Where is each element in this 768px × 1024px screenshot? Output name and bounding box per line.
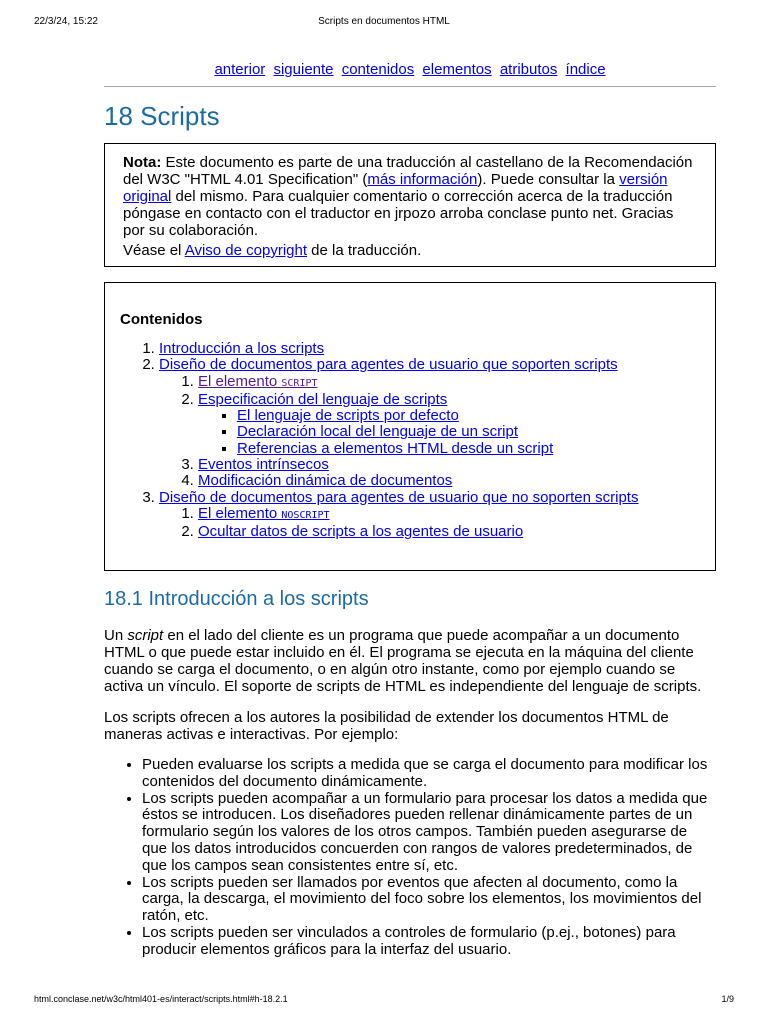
toc-link-modificacion-dinamica[interactable]: Modificación dinámica de documentos [198, 472, 453, 490]
more-info-link[interactable]: más información [367, 171, 478, 188]
toc-link-diseno-con-scripts[interactable]: Diseño de documentos para agentes de usuario que soporten scripts [159, 356, 618, 374]
toc-link-especificacion-lenguaje[interactable]: Especificación del lenguaje de scripts [198, 390, 448, 408]
copyright-notice-link[interactable]: Aviso de copyright [184, 242, 308, 259]
print-date: 22/3/24, 15:22 [34, 16, 98, 27]
toc-link-declaracion-local[interactable]: Declaración local del lenguaje de un script [237, 423, 519, 441]
toc-sublist [159, 374, 700, 490]
page-title: 18 Scripts [104, 101, 220, 131]
list-item: • Los scripts pueden ser vinculados a controles de formulario (p.ej., botones) para producir elementos gráficos para la interfaz del usuario. [142, 925, 716, 959]
note-text-1: Este documento es parte de una traducción al castellano de la Recomendación del W3C "HTML 4.01 Specification" ( [123, 154, 693, 188]
print-url: html.conclase.net/w3c/html401-es/interact/scripts.html#h-18.2.1 [34, 994, 288, 1004]
nav-atributos-link[interactable]: atributos [499, 61, 558, 78]
print-title: Scripts en documentos HTML [318, 16, 450, 27]
note-paragraph [123, 154, 697, 239]
table-of-contents [104, 282, 716, 571]
note-label: Nota: [123, 154, 162, 171]
nav-contenidos-link[interactable]: contenidos [341, 61, 415, 78]
toc-link-noscript-element[interactable] [198, 505, 330, 522]
note-text-2: ). Puede consultar la [477, 171, 620, 188]
toc-title: Contenidos [120, 311, 203, 328]
list-item: • Los scripts pueden acompañar a un formulario para procesar los datos a medida que éstos se introducen. Los diseñadores pueden rellenar dinámicamente partes de un formulario según los valores de los otros campos. También pueden asegurarse de que los datos introducidos concuerden con rangos de valores predeterminados, de que los campos sean consistentes entre sí, etc. [142, 791, 716, 875]
code-noscript: NOSCRIPT [281, 509, 330, 521]
toc-link-introduccion[interactable]: Introducción a los scripts [159, 340, 325, 357]
list-item: • Pueden evaluarse los scripts a medida que se carga el documento para modificar los contenidos del documento dinámicamente. [142, 757, 716, 791]
print-footer [34, 994, 734, 1008]
toc-item [237, 441, 700, 457]
toc-item [198, 473, 700, 489]
note-text-5: de la traducción. [307, 242, 422, 259]
toc-item [198, 392, 700, 457]
extension-paragraph: Los scripts ofrecen a los autores la posibilidad de extender los documentos HTML de maneras activas e interactivas. Por ejemplo: [104, 709, 669, 743]
toc-item [237, 424, 700, 440]
toc-sublist [159, 506, 700, 541]
document-content [104, 58, 716, 959]
toc-list [120, 341, 700, 541]
translation-note-box [104, 143, 716, 267]
list-item: • Los scripts pueden ser llamados por eventos que afecten al documento, como la carga, la descarga, el movimiento del foco sobre los elementos, los movimientos del ratón, etc. [142, 875, 716, 925]
toc-item [237, 408, 700, 424]
examples-list [104, 757, 716, 959]
copyright-paragraph [123, 242, 697, 259]
page-number: 1/9 [721, 994, 734, 1004]
toc-link-lenguaje-por-defecto[interactable]: El lenguaje de scripts por defecto [237, 407, 459, 425]
toc-item [159, 357, 700, 489]
toc-item [198, 506, 700, 524]
toc-link-diseno-sin-scripts[interactable]: Diseño de documentos para agentes de usuario que no soporten scripts [159, 488, 639, 506]
toc-link-script-element[interactable] [198, 373, 318, 390]
toc-item [198, 524, 700, 540]
note-text-3: del mismo. Para cualquier comentario o corrección acerca de la traducción póngase en contacto con el traductor en jrpozo arroba conclase punto net. Gracias por su colaboración. [123, 188, 674, 239]
toc-item [159, 490, 700, 541]
toc-bullet-list [198, 408, 700, 457]
nav-indice-link[interactable]: índice [565, 61, 606, 78]
toc-link-eventos-intrinsecos[interactable]: Eventos intrínsecos [198, 456, 329, 474]
note-text-4: Véase el [123, 242, 185, 259]
print-header [34, 16, 734, 30]
toc-item [198, 374, 700, 392]
intro-paragraph [104, 627, 716, 695]
nav-anterior-link[interactable]: anterior [214, 61, 266, 78]
nav-divider [104, 86, 716, 87]
code-script: SCRIPT [281, 377, 318, 389]
toc-item [198, 457, 700, 473]
emphasis-script: script [127, 627, 164, 644]
toc-link-text: El elemento [198, 372, 282, 390]
toc-link-referencias-elementos[interactable]: Referencias a elementos HTML desde un script [237, 439, 554, 457]
section-title: 18.1 Introducción a los scripts [104, 588, 369, 610]
toc-link-ocultar-datos[interactable]: Ocultar datos de scripts a los agentes de usuario [198, 523, 524, 541]
nav-siguiente-link[interactable]: siguiente [273, 61, 334, 78]
para-text: en el lado del cliente es un programa que puede acompañar a un documento HTML o que puede estar incluido en él. El programa se ejecuta en la máquina del cliente cuando se carga el documento, o en algún otro instante, como por ejemplo cuando se activa un vínculo. El soporte de scripts de HTML es independiente del lenguaje de scripts. [104, 627, 702, 695]
para-text: Un [104, 627, 128, 644]
toc-item [159, 341, 700, 357]
nav-elementos-link[interactable]: elementos [422, 61, 492, 78]
top-navigation [104, 58, 716, 80]
toc-link-text: El elemento [198, 504, 282, 522]
original-version-link[interactable]: versión original [123, 171, 668, 205]
